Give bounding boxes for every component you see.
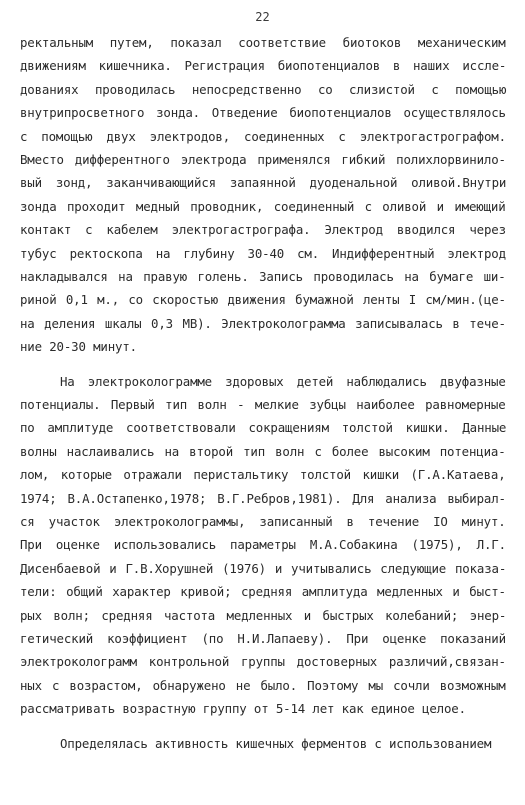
text-line: на деления шкалы 0,3 МВ). Электроколограмма записывалась в тече- bbox=[20, 315, 506, 331]
text-line: ректальным путем, показал соответствие биотоков механическим bbox=[20, 35, 506, 50]
page-number: 22 bbox=[255, 10, 270, 24]
text-line: тели: общий характер кривой; средняя амплитуда медленных и быст- bbox=[20, 584, 506, 600]
text-line: электроколограмм контрольной группы достоверных различий,связан- bbox=[20, 654, 506, 670]
text-line: дованиях проводилась непосредственно со слизистой с помощью bbox=[20, 81, 507, 97]
text-line: волны наслаивались на второй тип волн с более высоким потенциа- bbox=[20, 443, 506, 459]
text-line: внутрипросветного зонда. Отведение биопотенциалов осуществлялось bbox=[20, 105, 506, 121]
text-line: накладывался на правую голень. Запись проводилась на бумаге ши- bbox=[20, 269, 506, 284]
text-line: рассматривать возрастную группу от 5-14 лет как единое целое. bbox=[20, 701, 466, 717]
text-line: тубус ректоскопа на глубину 30-40 см. Индифферентный электрод bbox=[20, 245, 506, 261]
text-line: Дисенбаевой и Г.В.Хорушней (1976) и учитывались следующие показа- bbox=[20, 560, 507, 576]
text-line: движениям кишечника. Регистрация биопотенциалов в наших иссле- bbox=[20, 58, 507, 74]
text-line: На электроколограмме здоровых детей наблюдались двуфазные bbox=[60, 373, 506, 389]
text-line: рых волн; средняя частота медленных и быстрых колебаний; энер- bbox=[20, 607, 507, 623]
text-line: При оценке использовались параметры М.А.Собакина (1975), Л.Г. bbox=[20, 537, 506, 553]
text-line: лом, которые отражали перистальтику толстой кишки (Г.А.Катаева, bbox=[20, 467, 506, 483]
text-line: ных с возрастом, обнаружено не было. Поэтому мы сочли возможным bbox=[20, 677, 506, 693]
text-line: 1974; В.А.Остапенко,1978; В.Г.Ребров,1981). Для анализа выбирал- bbox=[20, 490, 506, 506]
text-line: ся участок электроколограммы, записанный в течение IO минут. bbox=[20, 514, 506, 529]
text-line: вый зонд, заканчивающийся запаянной дуоденальной оливой.Внутри bbox=[20, 175, 507, 191]
text-line: гетический коэффициент (по Н.И.Лапаеву). При оценке показаний bbox=[20, 631, 506, 646]
text-line: ние 20-30 минут. bbox=[20, 339, 137, 355]
text-line: по амплитуде соответствовали сокращениям толстой кишки. Данные bbox=[20, 420, 507, 436]
text-line: зонда проходит медный проводник, соединенный с оливой и имеющий bbox=[20, 198, 506, 214]
text-line: с помощью двух электродов, соединенных с электрогастрографом. bbox=[20, 128, 506, 144]
text-line: Определялась активность кишечных ферментов с использованием bbox=[60, 735, 492, 751]
text-line: контакт с кабелем электрогастрографа. Электрод вводился через bbox=[20, 222, 506, 238]
text-line: риной 0,1 м., со скоростью движения бумажной ленты I см/мин.(це- bbox=[20, 292, 506, 308]
text-line: Вместо дифферентного электрода применялся гибкий полихлорвинило- bbox=[20, 152, 506, 167]
text-line: потенциалы. Первый тип волн - мелкие зубцы наиболее равномерные bbox=[20, 397, 506, 412]
